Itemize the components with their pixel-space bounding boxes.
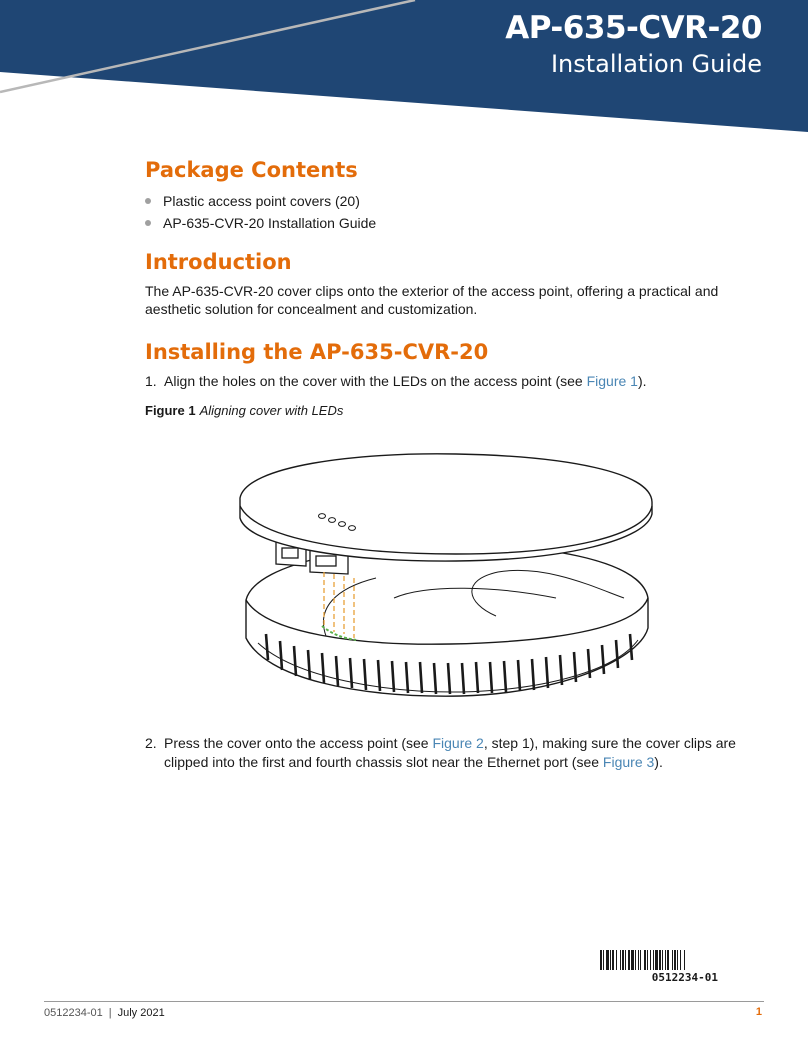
step-1 <box>145 372 765 391</box>
introduction-text: The AP-635-CVR-20 cover clips onto the exterior of the access point, offering a practical and aesthetic solution for concealment and customization. <box>145 283 719 317</box>
bullet-icon <box>145 198 151 204</box>
step-text: Press the cover onto the access point (see <box>164 735 433 751</box>
footer-separator: | <box>108 1007 112 1019</box>
step-text-middle: , step 1), making sure the cover clips are clipped into the first and fourth chassis slot near the Ethernet port (see <box>164 735 736 770</box>
step-text-end: ). <box>654 754 663 770</box>
list-item <box>145 190 765 212</box>
barcode-number: 0512234-01 <box>651 971 718 984</box>
list-item-text: Plastic access point covers (20) <box>163 193 360 209</box>
bullet-icon <box>145 220 151 226</box>
introduction-heading: Introduction <box>145 250 292 274</box>
installing-heading: Installing the AP-635-CVR-20 <box>145 340 489 364</box>
footer-info <box>44 1007 165 1019</box>
list-item-text: AP-635-CVR-20 Installation Guide <box>163 215 377 231</box>
figure-2-link[interactable]: Figure 2 <box>432 735 484 751</box>
figure-1-caption <box>145 403 765 418</box>
step-text-end: ). <box>637 373 647 389</box>
list-item <box>145 212 765 234</box>
package-contents-list <box>145 190 765 234</box>
step-2 <box>145 734 765 772</box>
barcode-icon <box>600 950 746 970</box>
step-number: 2. <box>145 735 157 751</box>
footer-date: July 2021 <box>117 1007 165 1019</box>
document-title: AP-635-CVR-20 <box>505 10 762 46</box>
package-contents-heading: Package Contents <box>145 158 358 182</box>
step-number: 1. <box>145 373 157 389</box>
figure-1-link[interactable]: Figure 1 <box>586 373 638 389</box>
step-2-text <box>145 734 765 772</box>
access-point-cover <box>240 454 652 561</box>
figure-caption-text: Aligning cover with LEDs <box>199 403 344 418</box>
figure-label: Figure 1 <box>145 403 196 418</box>
footer-doc-number: 0512234-01 <box>44 1007 103 1019</box>
footer-divider <box>44 1001 764 1002</box>
document-subtitle: Installation Guide <box>550 50 762 78</box>
figure-3-link[interactable]: Figure 3 <box>602 754 655 770</box>
main-content <box>145 158 765 418</box>
step-text: Align the holes on the cover with the LEDs on the access point (see <box>164 373 587 389</box>
access-point-base <box>246 544 648 696</box>
page-number: 1 <box>755 1006 762 1018</box>
figure-1-illustration <box>236 448 656 708</box>
